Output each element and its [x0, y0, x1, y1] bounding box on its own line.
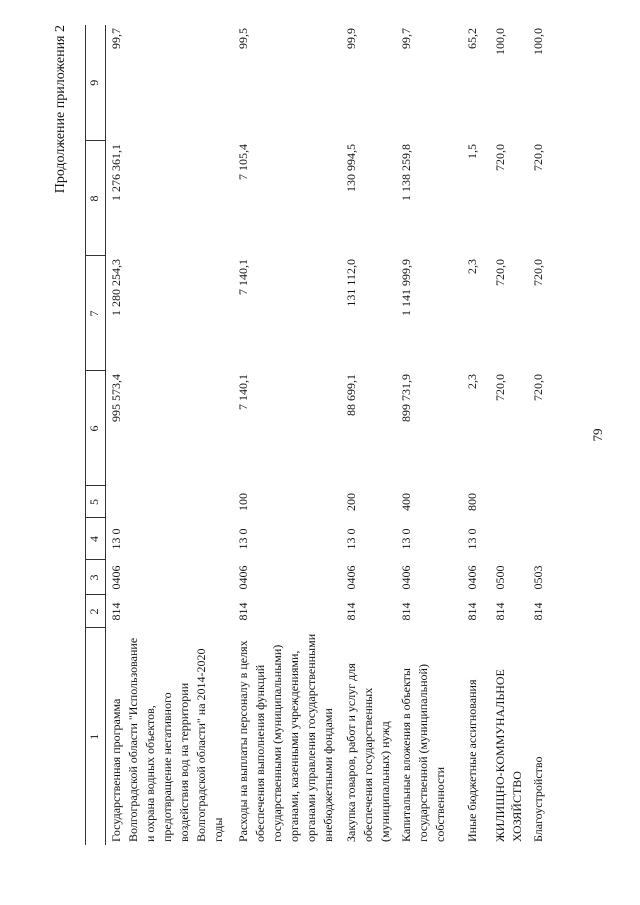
value-col9: 99,9 [344, 28, 358, 49]
row-name: Иные бюджетные ассигнования [465, 679, 479, 842]
column-number: 2 [86, 595, 106, 628]
row-name: Государственная программа Волгоградской области "Использование и охрана водных объектов, предотвращение негативного воздействия вод на территории Волгоградской области" на 2014-2020 годы [109, 637, 225, 842]
expense-type-code: 100 [236, 493, 250, 511]
program-code [490, 518, 528, 560]
value-col8: 720,0 [493, 144, 507, 171]
section-code: 0503 [531, 565, 545, 590]
row-name: Благоустройство [531, 756, 545, 842]
expense-type-code: 800 [465, 493, 479, 511]
value-col7: 720,0 [531, 259, 545, 286]
expense-type-code: 400 [399, 493, 413, 511]
row-name: Расходы на выплаты персоналу в целях обеспечения выполнения функций государственными (муниципальными) органами, казенными учреждениями, органами управления государственными внебюджетными фондами [236, 633, 335, 842]
table-row [462, 25, 490, 845]
ministry-code: 814 [493, 602, 507, 621]
value-col7: 7 140,1 [236, 259, 250, 295]
value-col9: 100,0 [493, 28, 507, 55]
value-col8: 720,0 [531, 144, 545, 171]
value-col9: 99,5 [236, 28, 250, 49]
value-col8: 1 138 259,8 [399, 144, 413, 201]
section-code: 0406 [109, 565, 123, 590]
row-name: Капитальные вложения в объекты государственной (муниципальной) собственности [399, 664, 447, 842]
section-code: 0406 [344, 565, 358, 590]
section-code: 0406 [236, 565, 250, 590]
column-number-row [86, 25, 106, 845]
ministry-code: 814 [236, 602, 250, 621]
section-code: 0406 [399, 565, 413, 590]
program-code: 13 0 [236, 528, 250, 550]
value-col9: 100,0 [531, 28, 545, 55]
program-code: 13 0 [344, 528, 358, 550]
column-number: 9 [86, 25, 106, 141]
value-col7: 720,0 [493, 259, 507, 286]
program-code: 13 0 [399, 528, 413, 550]
value-col6: 88 699,1 [344, 374, 358, 416]
table-row [233, 25, 341, 845]
value-col6: 7 140,1 [236, 374, 250, 410]
ministry-code: 814 [399, 602, 413, 621]
value-col8: 1 276 361,1 [109, 144, 123, 201]
table-row [528, 25, 555, 845]
page-number: 79 [590, 428, 605, 442]
expense-type-code [490, 486, 528, 518]
ministry-code: 814 [531, 602, 545, 621]
value-col8: 7 105,4 [236, 144, 250, 180]
row-name: ЖИЛИЩНО-КОММУНАЛЬНОЕ ХОЗЯЙСТВО [493, 669, 524, 842]
expense-type-code: 200 [344, 493, 358, 511]
ministry-code: 814 [109, 602, 123, 621]
program-code [528, 518, 555, 560]
program-code: 13 0 [109, 528, 123, 550]
table-row [106, 25, 234, 845]
table-row [396, 25, 462, 845]
value-col6: 720,0 [493, 374, 507, 401]
ministry-code: 814 [465, 602, 479, 621]
value-col6: 995 573,4 [109, 374, 123, 422]
column-number: 4 [86, 518, 106, 560]
row-name: Закупка товаров, работ и услуг для обеспечения государственных (муниципальных) нужд [344, 663, 392, 842]
value-col7: 131 112,0 [344, 259, 358, 307]
value-col7: 2,3 [465, 259, 479, 274]
value-col9: 99,7 [109, 28, 123, 49]
value-col9: 65,2 [465, 28, 479, 49]
ministry-code: 814 [344, 602, 358, 621]
value-col7: 1 141 999,9 [399, 259, 413, 316]
column-number: 5 [86, 486, 106, 518]
value-col9: 99,7 [399, 28, 413, 49]
expense-type-code [528, 486, 555, 518]
expense-type-code [106, 486, 234, 518]
table-row [490, 25, 528, 845]
section-code: 0406 [465, 565, 479, 590]
value-col8: 130 994,5 [344, 144, 358, 192]
table-row [341, 25, 396, 845]
value-col6: 2,3 [465, 374, 479, 389]
column-number: 8 [86, 141, 106, 256]
column-number: 7 [86, 256, 106, 371]
section-code: 0500 [493, 565, 507, 590]
value-col8: 1,5 [465, 144, 479, 159]
column-number: 6 [86, 371, 106, 486]
budget-table [85, 25, 555, 845]
column-number: 1 [86, 628, 106, 845]
program-code: 13 0 [465, 528, 479, 550]
value-col6: 720,0 [531, 374, 545, 401]
column-number: 3 [86, 560, 106, 595]
value-col7: 1 280 254,3 [109, 259, 123, 316]
value-col6: 899 731,9 [399, 374, 413, 422]
appendix-continuation-label: Продолжение приложения 2 [53, 25, 68, 194]
